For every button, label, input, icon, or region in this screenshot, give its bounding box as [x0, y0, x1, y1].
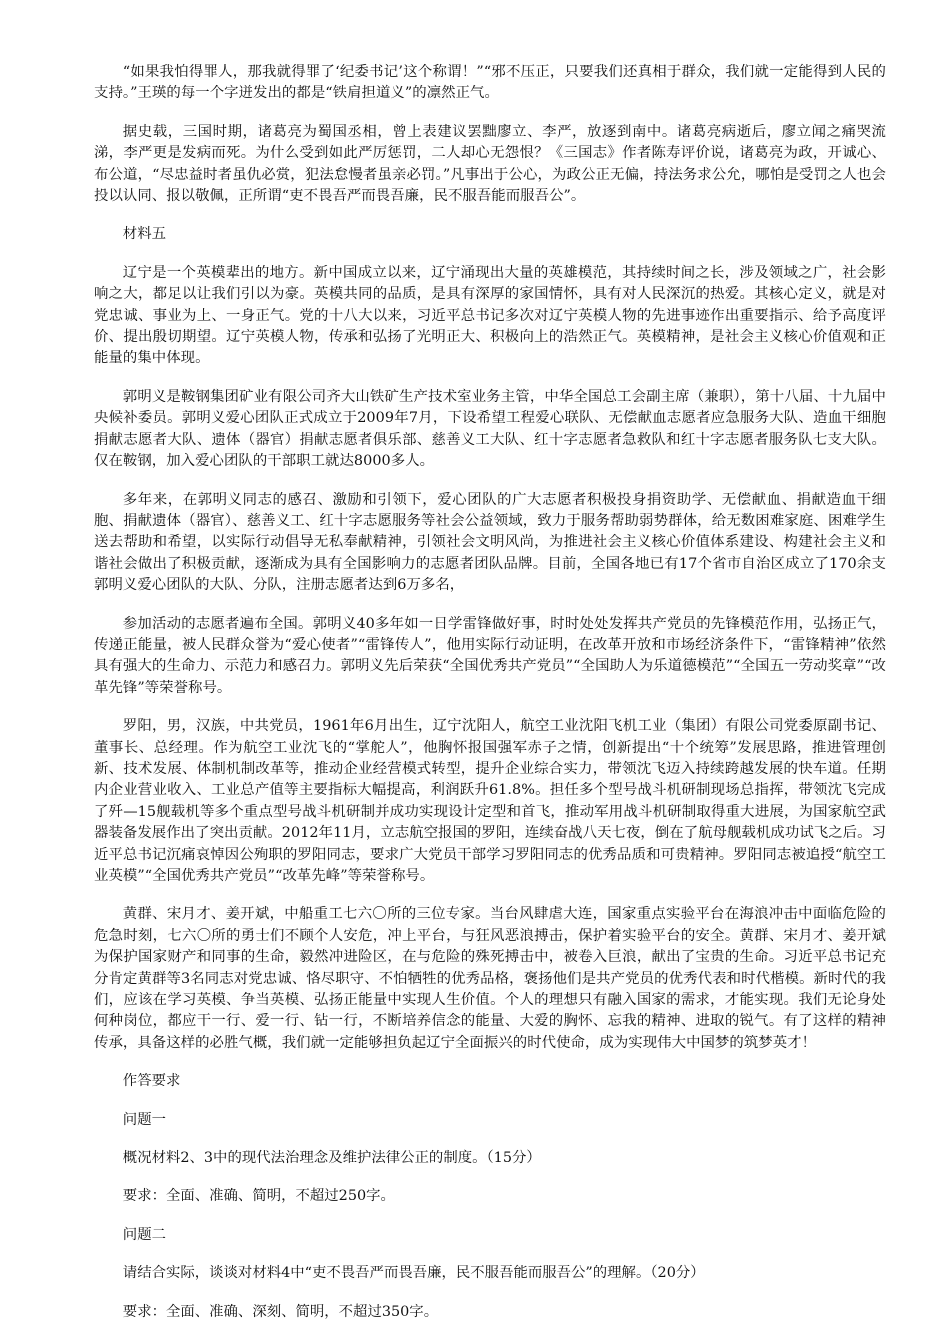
question-1-title: 问题一	[122, 1111, 166, 1128]
paragraph-guo-mingyi-intro: 郭明义是鞍钢集团矿业有限公司齐大山铁矿生产技术室业务主管，中华全国总工会副主席（兼职），第十八届、十九届中央候补委员。郭明义爱心团队正式成立于2009年7月，下设希望工程爱心联队、无偿献血志愿者应急服务大队、造血干细胞捐献志愿者大队、遗体（器官）捐献志愿者俱乐部、慈善义工大队、红十字志愿者急救队和红十字志愿者服务队七支大队。仅在鞍钢，加入爱心团队的干部职工就达8000多人。	[94, 388, 886, 470]
paragraph-zhuge-liang: 据史载，三国时期，诸葛亮为蜀国丞相，曾上表建议罢黜廖立、李严，放逐到南中。诸葛亮病逝后，廖立闻之痛哭流涕，李严更是发病而死。为什么受到如此严厉惩罚，二人却心无怨恨？《三国志》作者陈寿评价说，诸葛亮为政，开诚心、布公道，“尽忠益时者虽仇必赏，犯法怠慢者虽亲必罚。”凡事出于公心，为政公正无偏，持法务求公允，哪怕是受罚之人也会投以认同、报以敬佩，正所谓“吏不畏吾严而畏吾廉，民不服吾能而服吾公”。	[94, 123, 886, 205]
paragraph-huang-qun: 黄群、宋月才、姜开斌，中船重工七六〇所的三位专家。当台风肆虐大连，国家重点实验平台在海浪冲击中面临危险的危急时刻，七六〇所的勇士们不顾个人安危，冲上平台，与狂风恶浪搏击，保护着实验平台的安全。黄群、宋月才、姜开斌为保护国家财产和同事的生命，毅然冲进险区，在与危险的殊死搏击中，被卷入巨浪，献出了宝贵的生命。习近平总书记充分肯定黄群等3名同志对党忠诚、恪尽职守、不怕牺牲的优秀品格，褒扬他们是共产党员的优秀代表和时代楷模。新时代的我们，应该在学习英模、争当英模、弘扬正能量中实现人生价值。个人的理想只有融入国家的需求，才能实现。我们无论身处何种岗位，都应干一行、爱一行、钻一行，不断培养信念的能量、大爱的胸怀、忘我的精神、进取的锐气。有了这样的精神传承，具备这样的必胜气概，我们就一定能够担负起辽宁全面振兴的时代使命，成为实现伟大中国梦的筑梦英才！	[94, 906, 886, 1051]
question-1-requirement: 要求：全面、准确、简明，不超过250字。	[122, 1188, 395, 1205]
paragraph-wangying-quote: “如果我怕得罪人，那我就得罪了‘纪委书记’这个称谓！”“邪不压正，只要我们还真相于群众，我们就一定能得到人民的支持。”王瑛的每一个字迸发出的都是“铁肩担道义”的凛然正气。	[94, 64, 886, 102]
question-2-requirement: 要求：全面、准确、深刻、简明，不超过350字。	[122, 1303, 439, 1320]
question-2-title: 问题二	[122, 1226, 166, 1243]
paragraph-guo-mingyi-team: 多年来，在郭明义同志的感召、激励和引领下，爱心团队的广大志愿者积极投身捐资助学、无偿献血、捐献造血干细胞、捐献遗体（器官）、慈善义工、红十字志愿服务等社会公益领域，致力于服务帮助弱势群体，给无数困难家庭、困难学生送去帮助和希望，以实际行动倡导无私奉献精神，引领社会文明风尚，为推进社会主义核心价值体系建设、构建社会主义和谐社会做出了积极贡献，逐渐成为具有全国影响力的志愿者团队品牌。目前，全国各地已有17个省市自治区成立了170余支郭明义爱心团队的大队、分队，注册志愿者达到6万多名，	[94, 491, 886, 594]
question-2-text: 请结合实际，谈谈对材料4中“吏不畏吾严而畏吾廉，民不服吾能而服吾公”的理解。（20分）	[122, 1265, 705, 1282]
paragraph-liaoning-heroes: 辽宁是一个英模辈出的地方。新中国成立以来，辽宁涌现出大量的英雄模范，其持续时间之长，涉及领域之广，社会影响之大，都足以让我们引以为豪。英模共同的品质，是具有深厚的家国情怀，具有对人民深沉的热爱。其核心定义，就是对党忠诚、事业为上、一身正气。党的十八大以来，习近平总书记多次对辽宁英模人物的先进事迹作出重要指示、给予高度评价、提出殷切期望。辽宁英模人物，传承和弘扬了光明正大、积极向上的浩然正气。英模精神，是社会主义核心价值观和正能量的集中体现。	[94, 264, 886, 367]
requirements-title: 作答要求	[122, 1073, 181, 1090]
document-page	[94, 62, 886, 1340]
paragraph-luo-yang: 罗阳，男，汉族，中共党员，1961年6月出生，辽宁沈阳人，航空工业沈阳飞机工业（集团）有限公司党委原副书记、董事长、总经理。作为航空工业沈飞的“掌舵人”，他胸怀报国强军赤子之情，创新提出“十个统筹”发展思路，推进管理创新、技术发展、体制机制改革等，推动企业经营模式转型，提升企业综合实力，带领沈飞迈入持续跨越发展的快车道。任期内企业营业收入、工业总产值等主要指标大幅提高，利润跃升61.8%。担任多个型号战斗机研制现场总指挥，带领沈飞完成了歼—15舰载机等多个重点型号战斗机研制并成功实现设计定型和首飞，推动军用战斗机研制取得重大进展，为国家航空武器装备发展作出了突出贡献。2012年11月，立志航空报国的罗阳，连续奋战八天七夜，倒在了航母舰载机成功试飞之后。习近平总书记沉痛哀悼因公殉职的罗阳同志，要求广大党员干部学习罗阳同志的优秀品质和可贵精神。罗阳同志被追授“航空工业英模”“全国优秀共产党员”“改革先峰”等荣誉称号。	[94, 718, 886, 884]
question-1-text: 概况材料2、3中的现代法治理念及维护法律公正的制度。（15分）	[122, 1150, 541, 1167]
section-title-material-5: 材料五	[122, 226, 166, 243]
paragraph-guo-mingyi-honors: 参加活动的志愿者遍布全国。郭明义40多年如一日学雷锋做好事，时时处处发挥共产党员的先锋模范作用，弘扬正气，传递正能量，被人民群众誉为“爱心使者”“雷锋传人”，他用实际行动证明，在改革开放和市场经济条件下，“雷锋精神”依然具有强大的生命力、示范力和感召力。郭明义先后荣获“全国优秀共产党员”“全国助人为乐道德模范”“全国五一劳动奖章”“改革先锋”等荣誉称号。	[94, 615, 886, 696]
